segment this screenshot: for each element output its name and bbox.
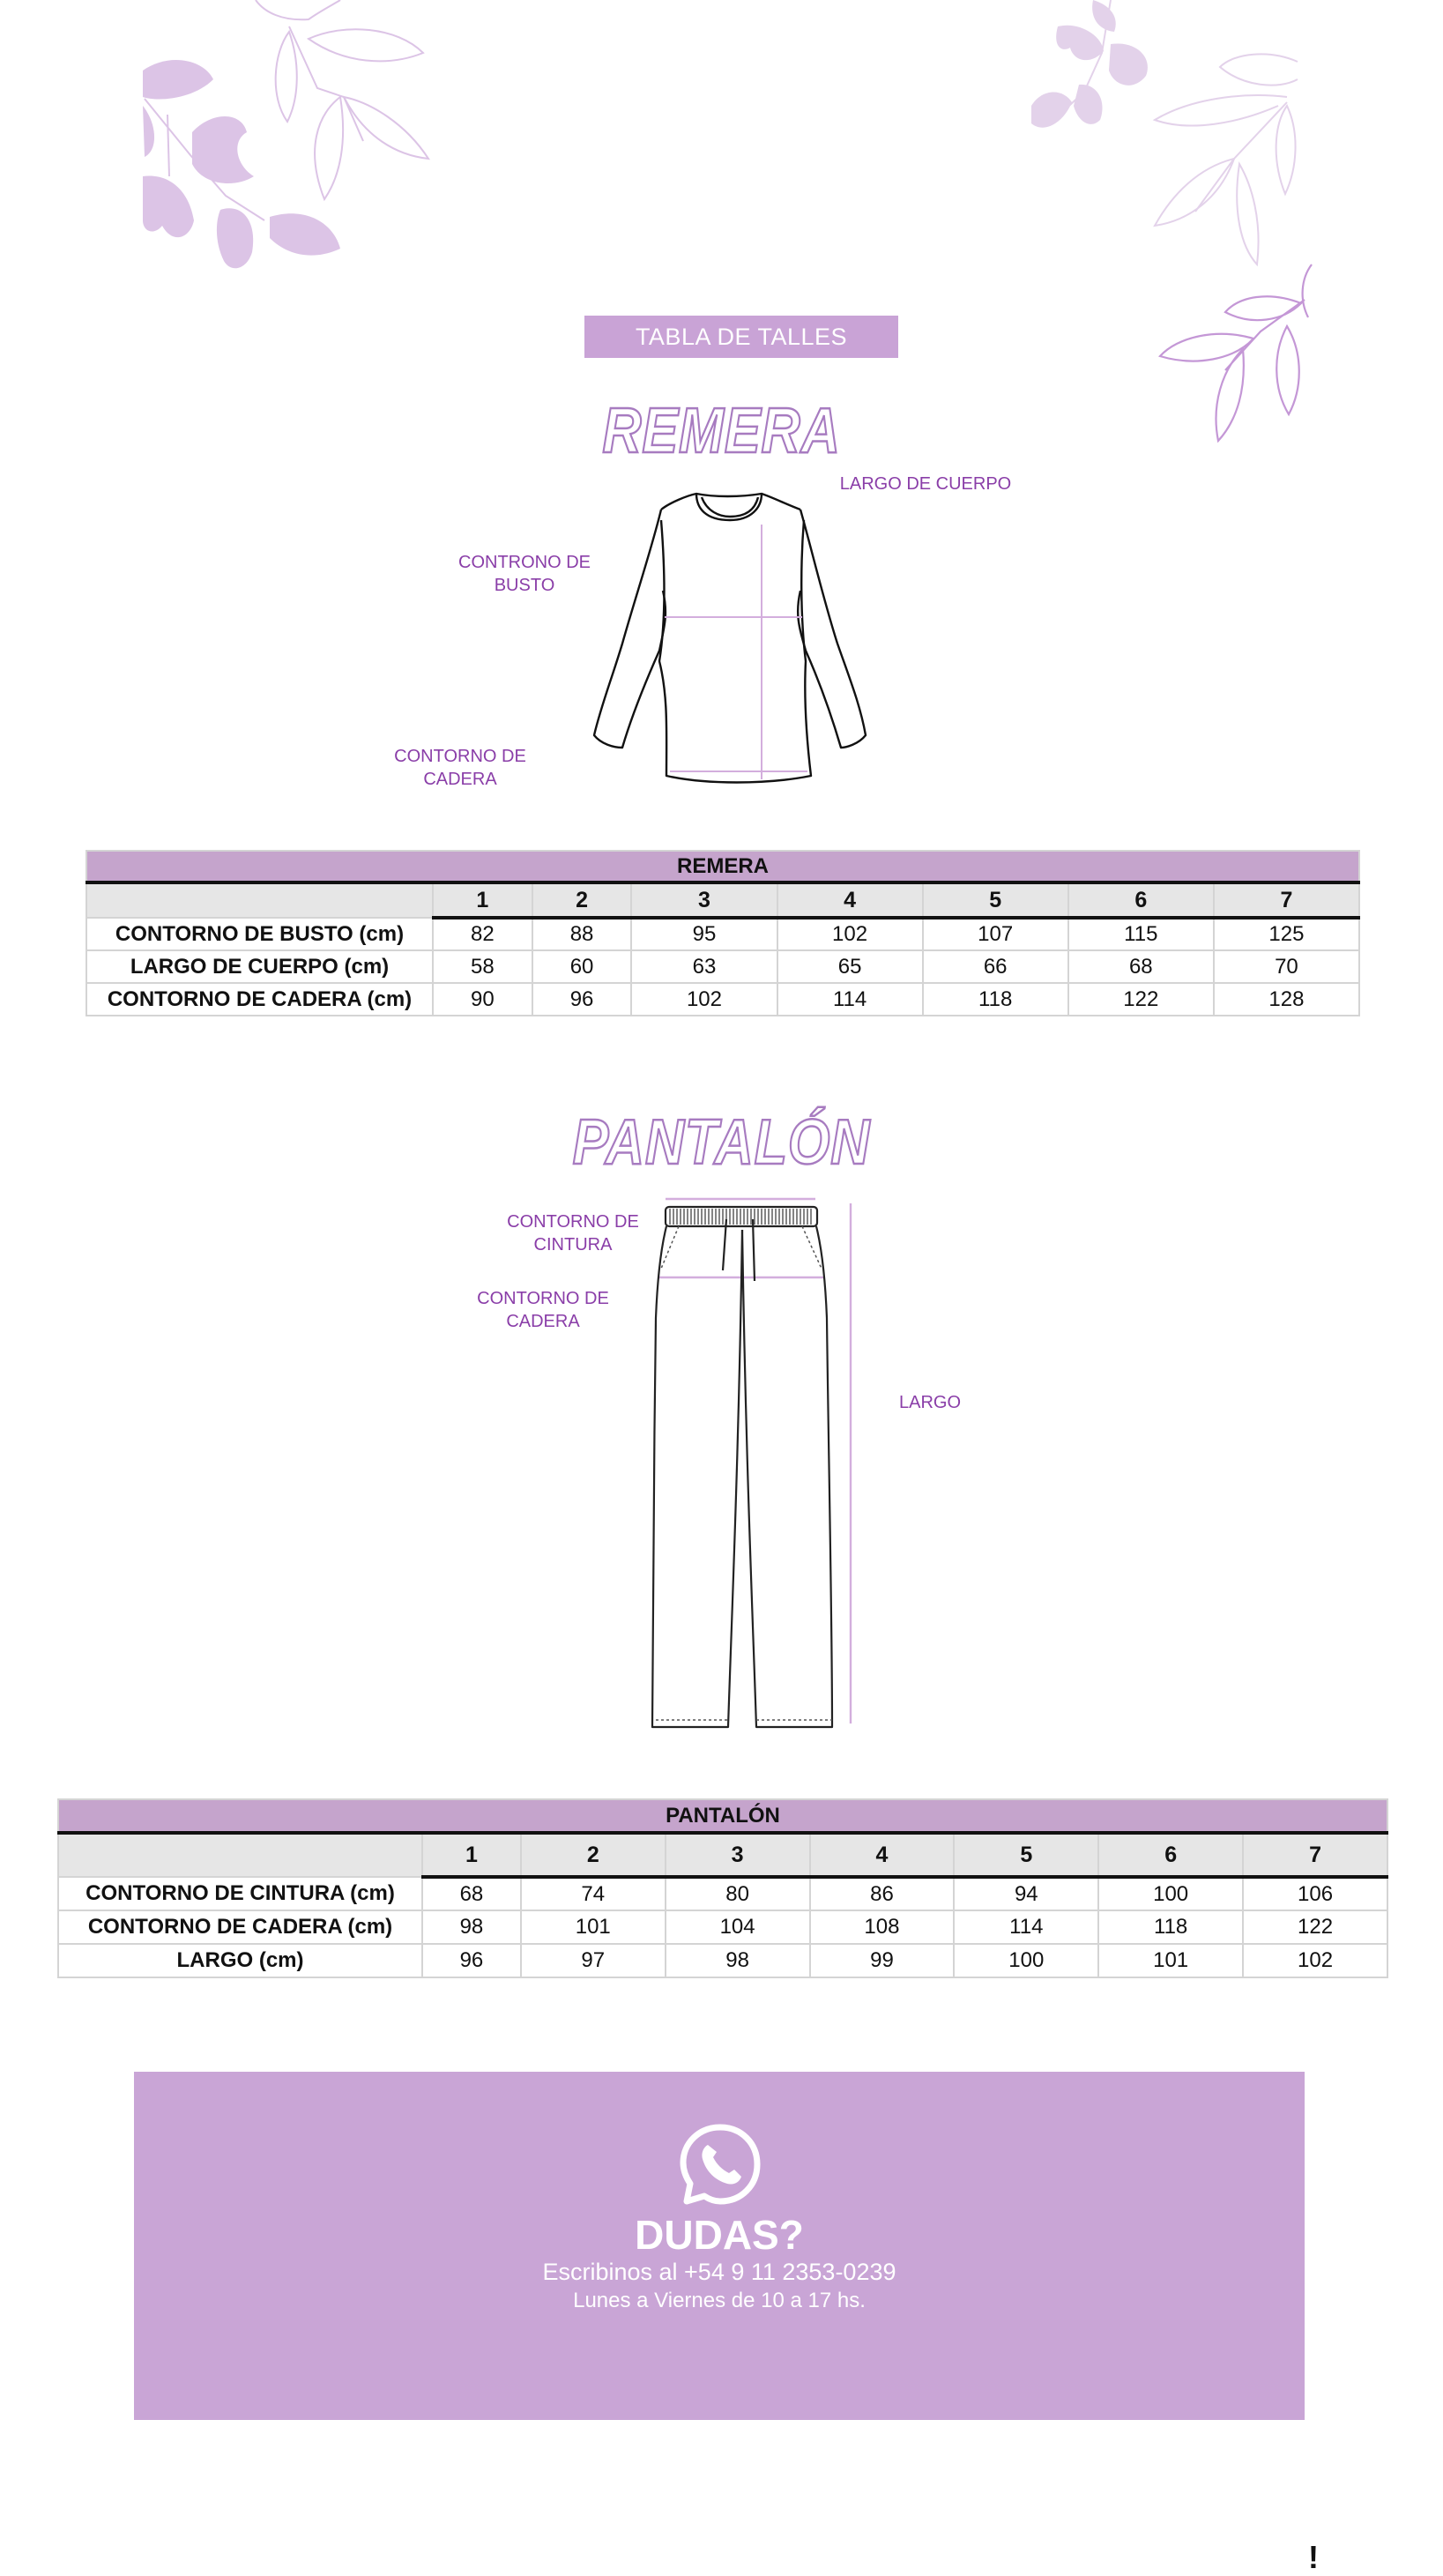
table-cell: 107 <box>923 918 1068 950</box>
whatsapp-icon[interactable] <box>676 2120 764 2208</box>
label-contorno-cintura-line1: CONTORNO DE <box>507 1212 639 1232</box>
table-cell: 95 <box>631 918 777 950</box>
label-contorno-cadera-line2: CADERA <box>506 1312 580 1331</box>
table-cell: 128 <box>1214 983 1359 1016</box>
table-cell: 122 <box>1243 1910 1387 1944</box>
table-cell: 122 <box>1068 983 1214 1016</box>
contact-hours-text: Lunes a Viernes de 10 a 17 hs. <box>573 2289 866 2312</box>
table-cell: 98 <box>666 1944 810 1977</box>
remera-section-title: REMERA <box>602 396 841 466</box>
size-chart-title-banner <box>584 316 898 358</box>
label-contorno-cintura <box>494 1210 652 1256</box>
table-cell: 106 <box>1243 1877 1387 1910</box>
row-label: CONTORNO DE CADERA (cm) <box>58 1910 422 1944</box>
tshirt-illustration <box>555 485 926 802</box>
size-header: 1 <box>422 1833 521 1877</box>
table-cell: 86 <box>810 1877 955 1910</box>
table-cell: 100 <box>954 1944 1098 1977</box>
table-cell: 90 <box>433 983 532 1016</box>
table-cell: 101 <box>1098 1944 1243 1977</box>
size-header: 7 <box>1243 1833 1387 1877</box>
size-header: 6 <box>1098 1833 1243 1877</box>
table-row <box>86 918 1359 950</box>
size-header: 1 <box>433 882 532 918</box>
table-title-row <box>86 851 1359 882</box>
row-label: CONTORNO DE CINTURA (cm) <box>58 1877 422 1910</box>
table-cell: 65 <box>777 950 923 983</box>
table-cell: 102 <box>1243 1944 1387 1977</box>
row-label: CONTORNO DE BUSTO (cm) <box>86 918 433 950</box>
label-contorno-busto-line1: CONTRONO DE <box>458 553 591 572</box>
table-cell: 63 <box>631 950 777 983</box>
size-header: 2 <box>532 882 632 918</box>
table-cell: 108 <box>810 1910 955 1944</box>
table-cell: 96 <box>532 983 632 1016</box>
remera-size-table <box>86 850 1360 1016</box>
table-row <box>58 1944 1387 1977</box>
table-title-row <box>58 1799 1387 1833</box>
table-cell: 102 <box>631 983 777 1016</box>
label-contorno-cadera-line1: CONTORNO DE <box>394 747 526 766</box>
table-row <box>86 950 1359 983</box>
table-cell: 70 <box>1214 950 1359 983</box>
size-header: 6 <box>1068 882 1214 918</box>
contact-phone-text: Escribinos al +54 9 11 2353-0239 <box>542 2259 896 2285</box>
table-cell: 88 <box>532 918 632 950</box>
table-row <box>58 1877 1387 1910</box>
table-cell: 114 <box>777 983 923 1016</box>
size-header-row <box>86 882 1359 918</box>
table-cell: 118 <box>1098 1910 1243 1944</box>
table-row <box>58 1910 1387 1944</box>
size-header-empty <box>86 882 433 918</box>
row-label: LARGO DE CUERPO (cm) <box>86 950 433 983</box>
table-cell: 58 <box>433 950 532 983</box>
size-header: 2 <box>521 1833 666 1877</box>
size-chart-title: TABLA DE TALLES <box>635 323 848 350</box>
label-contorno-cadera-line2: CADERA <box>423 770 497 789</box>
leaf-decoration-right <box>1023 0 1313 450</box>
pantalon-section-title: PANTALÓN <box>572 1107 871 1178</box>
size-header: 3 <box>666 1833 810 1877</box>
table-cell: 98 <box>422 1910 521 1944</box>
label-largo: LARGO <box>898 1393 962 1412</box>
footer-exclamation-mark: ! <box>1308 2539 1319 2575</box>
size-header-empty <box>58 1833 422 1877</box>
label-contorno-cadera-remera <box>381 745 539 791</box>
size-header: 5 <box>954 1833 1098 1877</box>
table-cell: 66 <box>923 950 1068 983</box>
size-header: 5 <box>923 882 1068 918</box>
table-cell: 102 <box>777 918 923 950</box>
table-cell: 97 <box>521 1944 666 1977</box>
contact-banner <box>134 2072 1305 2420</box>
size-header: 4 <box>777 882 923 918</box>
table-cell: 60 <box>532 950 632 983</box>
remera-table-title: REMERA <box>86 851 1359 882</box>
table-cell: 96 <box>422 1944 521 1977</box>
size-header: 7 <box>1214 882 1359 918</box>
label-contorno-cintura-line2: CINTURA <box>533 1235 613 1254</box>
table-cell: 94 <box>954 1877 1098 1910</box>
size-header-row <box>58 1833 1387 1877</box>
table-cell: 68 <box>1068 950 1214 983</box>
size-header: 4 <box>810 1833 955 1877</box>
leaf-decoration-left <box>132 0 432 282</box>
table-cell: 114 <box>954 1910 1098 1944</box>
label-contorno-cadera-pantalon <box>464 1287 622 1333</box>
table-row <box>86 983 1359 1016</box>
table-cell: 101 <box>521 1910 666 1944</box>
label-contorno-cadera-line1: CONTORNO DE <box>477 1289 609 1308</box>
pantalon-table-title: PANTALÓN <box>58 1799 1387 1833</box>
table-cell: 115 <box>1068 918 1214 950</box>
table-cell: 125 <box>1214 918 1359 950</box>
table-cell: 80 <box>666 1877 810 1910</box>
pants-illustration <box>635 1195 873 1741</box>
table-cell: 118 <box>923 983 1068 1016</box>
table-cell: 68 <box>422 1877 521 1910</box>
contact-heading: DUDAS? <box>635 2212 804 2258</box>
table-cell: 100 <box>1098 1877 1243 1910</box>
label-contorno-busto-line2: BUSTO <box>494 576 555 595</box>
size-header: 3 <box>631 882 777 918</box>
table-cell: 99 <box>810 1944 955 1977</box>
table-cell: 74 <box>521 1877 666 1910</box>
table-cell: 82 <box>433 918 532 950</box>
row-label: LARGO (cm) <box>58 1944 422 1977</box>
table-cell: 104 <box>666 1910 810 1944</box>
row-label: CONTORNO DE CADERA (cm) <box>86 983 433 1016</box>
label-largo-cuerpo: LARGO DE CUERPO <box>839 474 1012 494</box>
pantalon-size-table <box>57 1798 1388 1978</box>
